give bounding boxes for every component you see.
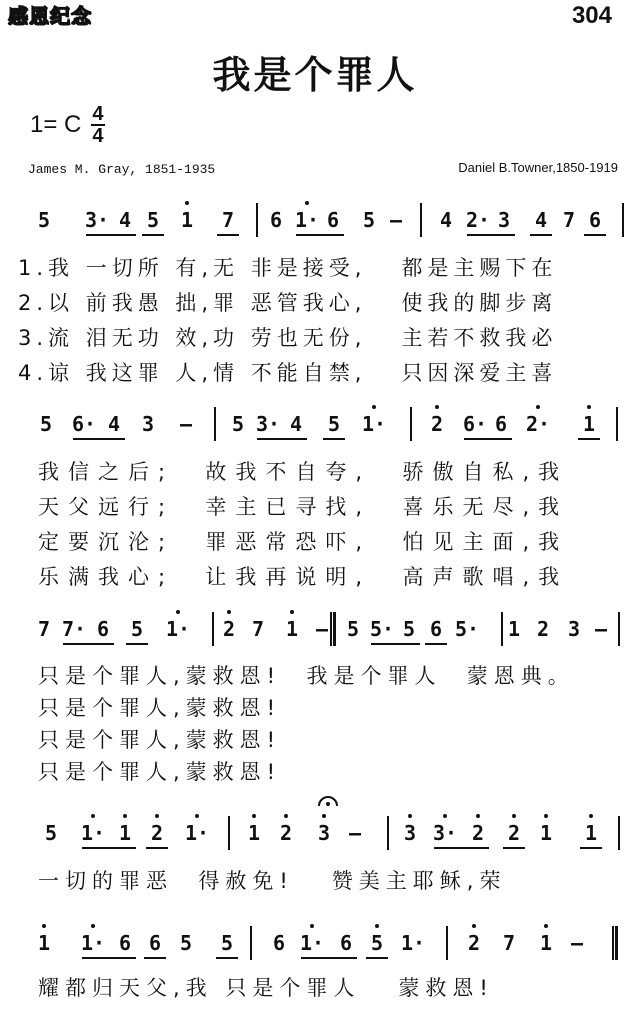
octave-dot	[252, 814, 256, 818]
note: 1·	[81, 816, 105, 850]
note: 6	[339, 931, 353, 955]
lyric-line: 定要沉沦; 罪恶常恐吓, 怕见主面,我	[38, 530, 569, 554]
key-label: 1= C	[30, 111, 82, 138]
note: 4	[534, 208, 548, 232]
octave-dot	[476, 814, 480, 818]
note: 6	[148, 931, 162, 955]
beam-underline	[73, 438, 125, 440]
note: 7·	[62, 617, 87, 641]
octave-dot	[123, 814, 127, 818]
note: 1·	[401, 931, 426, 955]
beam-underline	[146, 847, 168, 849]
note-extension: —	[348, 821, 362, 845]
hymn-number: 304	[571, 2, 612, 29]
octave-dot	[155, 814, 159, 818]
note: 5	[362, 208, 376, 232]
note: 2	[217, 612, 241, 646]
beam-underline	[578, 438, 600, 440]
note: 2	[425, 407, 449, 441]
note: 3·	[433, 816, 457, 850]
note: 3	[312, 816, 336, 850]
note: 5	[327, 412, 341, 436]
note: 7	[221, 208, 235, 232]
beam-underline	[144, 957, 166, 959]
note: 7	[562, 208, 576, 232]
note: 2	[462, 926, 486, 960]
lyric-line: 我信之后; 故我不自夸, 骄傲自私,我	[38, 460, 569, 484]
beam-underline	[82, 847, 136, 849]
note: 5	[346, 617, 360, 641]
octave-dot	[375, 924, 379, 928]
hymn-title: 我是个罪人	[212, 53, 418, 97]
note: 7	[502, 931, 516, 955]
octave-dot	[589, 814, 593, 818]
note: 5	[146, 208, 160, 232]
music-line-1	[0, 203, 630, 237]
octave-dot	[91, 814, 95, 818]
octave-dot	[185, 201, 189, 205]
note: 5	[130, 617, 144, 641]
note: 1	[534, 816, 558, 850]
note: 2	[536, 617, 550, 641]
music-line-5	[0, 926, 630, 960]
note: 3	[398, 816, 422, 850]
note: 4	[107, 412, 121, 436]
note: 5·	[455, 617, 480, 641]
beam-underline	[126, 643, 148, 645]
barline	[618, 816, 620, 850]
beam-underline	[425, 643, 447, 645]
note: 2	[466, 816, 490, 850]
note: 6	[272, 931, 286, 955]
note: 5	[220, 931, 234, 955]
octave-dot	[195, 814, 199, 818]
barline	[214, 407, 216, 441]
note: 6	[494, 412, 508, 436]
fermata-icon	[317, 791, 339, 809]
beam-underline	[323, 438, 345, 440]
note-extension: —	[179, 412, 193, 436]
beam-underline	[434, 847, 489, 849]
note-extension: —	[594, 617, 608, 641]
octave-dot	[176, 610, 180, 614]
note: 7	[37, 617, 51, 641]
note: 7	[251, 617, 265, 641]
note: 5	[365, 926, 389, 960]
note-extension: —	[570, 931, 584, 955]
note: 6	[429, 617, 443, 641]
note: 1	[579, 816, 603, 850]
note: 5·	[370, 617, 395, 641]
note: 5	[39, 412, 53, 436]
note: 3	[141, 412, 155, 436]
note: 2	[274, 816, 298, 850]
note: 4	[439, 208, 453, 232]
note: 6	[588, 208, 602, 232]
note: 2	[145, 816, 169, 850]
note: 2·	[526, 407, 550, 441]
note: 1·	[295, 203, 319, 237]
octave-dot	[536, 405, 540, 409]
double-barline	[612, 926, 618, 960]
music-line-4	[0, 816, 630, 850]
octave-dot	[305, 201, 309, 205]
lyric-line: 一切的罪恶 得赦免! 赞美主耶稣,荣	[38, 869, 507, 893]
note: 6	[326, 208, 340, 232]
lyric-line: 只是个罪人,蒙救恩!	[38, 696, 282, 720]
lyric-line: 4.谅 我这罪 人,情 不能自禁, 只因深爱主喜	[18, 361, 558, 385]
beam-underline	[366, 957, 388, 959]
note: 5	[231, 412, 245, 436]
note: 2	[502, 816, 526, 850]
barline	[250, 926, 252, 960]
octave-dot	[91, 924, 95, 928]
note: 1·	[81, 926, 105, 960]
note: 6	[118, 931, 132, 955]
beam-underline	[503, 847, 525, 849]
beam-underline	[371, 643, 420, 645]
octave-dot	[290, 610, 294, 614]
note: 6·	[72, 412, 97, 436]
barline	[420, 203, 422, 237]
beam-underline	[142, 234, 164, 236]
beam-underline	[296, 234, 344, 236]
octave-dot	[512, 814, 516, 818]
octave-dot	[544, 814, 548, 818]
octave-dot	[472, 924, 476, 928]
octave-dot	[284, 814, 288, 818]
octave-dot	[372, 405, 376, 409]
lyric-line: 1.我 一切所 有,无 非是接受, 都是主赐下在	[18, 256, 558, 280]
note: 3	[497, 208, 511, 232]
double-barline	[330, 612, 336, 646]
note: 5	[402, 617, 416, 641]
beam-underline	[301, 957, 357, 959]
collection-name: 感恩纪念	[8, 4, 92, 28]
note: 1	[113, 816, 137, 850]
key-signature	[30, 104, 105, 146]
barline	[618, 612, 620, 646]
note: 3·	[256, 412, 281, 436]
octave-dot	[587, 405, 591, 409]
lyric-line: 只是个罪人,蒙救恩!	[38, 728, 282, 752]
beam-underline	[584, 234, 606, 236]
note: 1·	[300, 926, 324, 960]
lyricist-credit: James M. Gray, 1851-1935	[28, 162, 216, 177]
barline	[387, 816, 389, 850]
beam-underline	[216, 957, 238, 959]
note: 6·	[463, 412, 488, 436]
lyric-line: 2.以 前我愚 拙,罪 恶管我心, 使我的脚步离	[18, 291, 558, 315]
note: 1	[175, 203, 199, 237]
note: 1·	[166, 612, 190, 646]
note: 5	[44, 821, 58, 845]
note: 1	[534, 926, 558, 960]
time-signature	[91, 104, 104, 146]
beam-underline	[217, 234, 239, 236]
barline	[616, 407, 618, 441]
barline	[622, 203, 624, 237]
note-extension: —	[389, 208, 403, 232]
octave-dot	[42, 924, 46, 928]
lyric-line: 天父远行; 幸主已寻找, 喜乐无尽,我	[38, 495, 569, 519]
lyric-line: 乐满我心; 让我再说明, 高声歌唱,我	[38, 565, 569, 589]
note: 1	[242, 816, 266, 850]
composer-credit: Daniel B.Towner,1850-1919	[458, 160, 618, 175]
octave-dot	[435, 405, 439, 409]
note: 3·	[85, 208, 110, 232]
note: 1	[577, 407, 601, 441]
beam-underline	[467, 234, 515, 236]
barline	[410, 407, 412, 441]
lyric-line: 3.流 泪无功 效,功 劳也无份, 主若不救我必	[18, 326, 558, 350]
note: 1·	[362, 407, 386, 441]
beam-underline	[82, 957, 136, 959]
barline	[212, 612, 214, 646]
music-line-3	[0, 612, 630, 646]
note: 1	[507, 617, 521, 641]
note: 5	[179, 931, 193, 955]
note: 6	[269, 208, 283, 232]
octave-dot	[544, 924, 548, 928]
note: 1	[32, 926, 56, 960]
beam-underline	[530, 234, 552, 236]
beam-underline	[580, 847, 602, 849]
time-signature-bottom: 4	[92, 125, 104, 147]
beam-underline	[63, 643, 114, 645]
octave-dot	[443, 814, 447, 818]
lyric-line: 只是个罪人,蒙救恩! 我是个罪人 蒙恩典。	[38, 664, 575, 688]
octave-dot	[310, 924, 314, 928]
octave-dot	[227, 610, 231, 614]
note: 6	[96, 617, 110, 641]
note: 4	[118, 208, 132, 232]
note: 1	[280, 612, 304, 646]
note: 4	[289, 412, 303, 436]
note: 1·	[185, 816, 209, 850]
lyric-line: 只是个罪人,蒙救恩!	[38, 760, 282, 784]
note: 3	[567, 617, 581, 641]
barline	[446, 926, 448, 960]
barline	[228, 816, 230, 850]
octave-dot	[408, 814, 412, 818]
music-line-2	[0, 407, 630, 441]
lyric-line: 耀都归天父,我 只是个罪人 蒙救恩!	[38, 976, 494, 1000]
note: 5	[37, 208, 51, 232]
note: 2·	[466, 208, 491, 232]
octave-dot	[322, 814, 326, 818]
barline	[256, 203, 258, 237]
note-extension: —	[315, 617, 329, 641]
time-signature-top: 4	[92, 103, 104, 125]
beam-underline	[257, 438, 307, 440]
beam-underline	[86, 234, 136, 236]
beam-underline	[464, 438, 512, 440]
